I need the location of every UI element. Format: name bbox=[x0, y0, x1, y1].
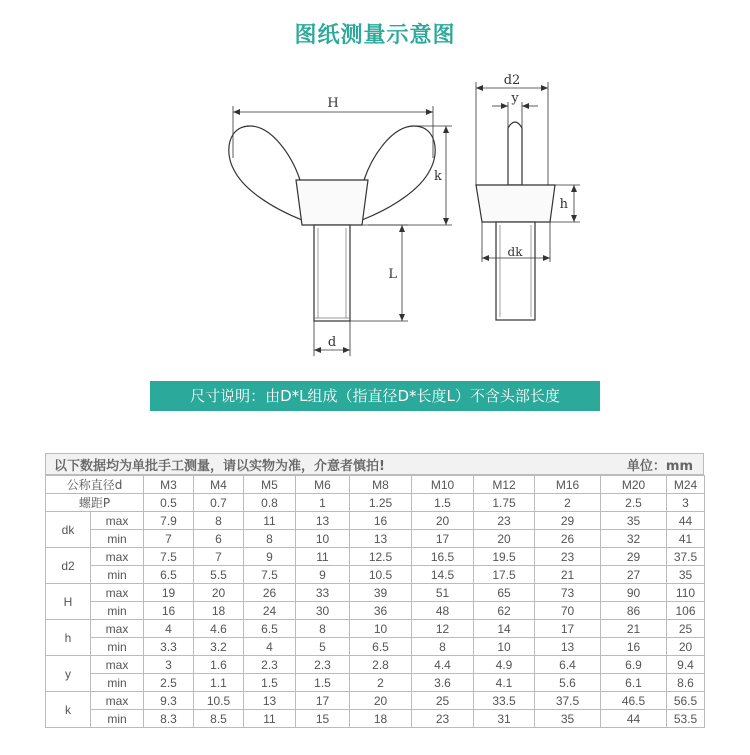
table-row bbox=[46, 692, 705, 710]
param-value: 4.6 bbox=[194, 620, 244, 638]
pitch-value: 1 bbox=[296, 494, 350, 512]
param-value: 44 bbox=[601, 710, 667, 728]
param-value: 14 bbox=[474, 620, 535, 638]
param-value: 16 bbox=[350, 512, 412, 530]
param-value: 8 bbox=[244, 530, 296, 548]
left-wing bbox=[229, 126, 302, 220]
pitch-value: 1.25 bbox=[350, 494, 412, 512]
pitch-value: 3 bbox=[667, 494, 705, 512]
param-value: 25 bbox=[412, 692, 474, 710]
size-header: M16 bbox=[535, 476, 601, 494]
param-value: 2 bbox=[350, 674, 412, 692]
param-value: 106 bbox=[667, 602, 705, 620]
param-value: 10 bbox=[350, 620, 412, 638]
param-value: 18 bbox=[194, 602, 244, 620]
caption-unit: 单位：mm bbox=[626, 458, 693, 474]
pitch-value: 1.75 bbox=[474, 494, 535, 512]
side-view bbox=[476, 122, 555, 320]
param-value: 6.5 bbox=[350, 638, 412, 656]
size-header: M8 bbox=[350, 476, 412, 494]
param-value: 8.6 bbox=[667, 674, 705, 692]
param-value: 5.6 bbox=[535, 674, 601, 692]
param-value: 46.5 bbox=[601, 692, 667, 710]
size-header: M24 bbox=[667, 476, 705, 494]
param-value: 15 bbox=[296, 710, 350, 728]
label-k: k bbox=[434, 169, 442, 184]
param-value: 14.5 bbox=[412, 566, 474, 584]
param-value: 53.5 bbox=[667, 710, 705, 728]
table-row bbox=[46, 494, 705, 512]
param-value: 6.1 bbox=[601, 674, 667, 692]
param-value: 19 bbox=[144, 584, 194, 602]
param-value: 17.5 bbox=[474, 566, 535, 584]
param-value: 8.5 bbox=[194, 710, 244, 728]
param-value: 6.5 bbox=[244, 620, 296, 638]
param-value: 16.5 bbox=[412, 548, 474, 566]
max-label: max bbox=[91, 620, 144, 638]
label-H: H bbox=[327, 96, 339, 111]
param-value: 8.3 bbox=[144, 710, 194, 728]
param-name: h bbox=[46, 620, 91, 656]
param-value: 4.4 bbox=[412, 656, 474, 674]
param-value: 3.6 bbox=[412, 674, 474, 692]
min-label: min bbox=[91, 530, 144, 548]
param-value: 17 bbox=[535, 620, 601, 638]
pitch-value: 2 bbox=[535, 494, 601, 512]
size-header: M4 bbox=[194, 476, 244, 494]
param-value: 29 bbox=[601, 548, 667, 566]
table-row bbox=[46, 566, 705, 584]
param-value: 37.5 bbox=[535, 692, 601, 710]
param-value: 23 bbox=[412, 710, 474, 728]
param-value: 19.5 bbox=[474, 548, 535, 566]
param-value: 17 bbox=[412, 530, 474, 548]
param-value: 20 bbox=[194, 584, 244, 602]
param-value: 3 bbox=[144, 656, 194, 674]
param-value: 10 bbox=[474, 638, 535, 656]
param-value: 6.4 bbox=[535, 656, 601, 674]
max-label: max bbox=[91, 656, 144, 674]
max-label: max bbox=[91, 584, 144, 602]
shank bbox=[314, 225, 350, 321]
spec-table bbox=[45, 475, 705, 728]
table-caption bbox=[45, 453, 704, 475]
param-value: 73 bbox=[535, 584, 601, 602]
pitch-value: 2.5 bbox=[601, 494, 667, 512]
pitch-value: 0.5 bbox=[144, 494, 194, 512]
size-header: M6 bbox=[296, 476, 350, 494]
min-label: min bbox=[91, 710, 144, 728]
param-value: 11 bbox=[244, 512, 296, 530]
param-value: 13 bbox=[350, 530, 412, 548]
param-value: 8 bbox=[194, 512, 244, 530]
side-head bbox=[476, 185, 555, 222]
param-value: 23 bbox=[474, 512, 535, 530]
param-value: 44 bbox=[667, 512, 705, 530]
param-value: 32 bbox=[601, 530, 667, 548]
param-value: 25 bbox=[667, 620, 705, 638]
param-value: 29 bbox=[535, 512, 601, 530]
param-value: 9.4 bbox=[667, 656, 705, 674]
param-value: 7.5 bbox=[244, 566, 296, 584]
table-row bbox=[46, 512, 705, 530]
param-value: 7.9 bbox=[144, 512, 194, 530]
label-L: L bbox=[388, 267, 397, 282]
param-value: 17 bbox=[296, 692, 350, 710]
param-value: 86 bbox=[601, 602, 667, 620]
param-value: 13 bbox=[535, 638, 601, 656]
param-value: 3.2 bbox=[194, 638, 244, 656]
param-value: 11 bbox=[296, 548, 350, 566]
param-value: 4 bbox=[244, 638, 296, 656]
side-wing bbox=[508, 122, 522, 185]
param-value: 2.3 bbox=[296, 656, 350, 674]
param-value: 48 bbox=[412, 602, 474, 620]
param-value: 24 bbox=[244, 602, 296, 620]
param-value: 10.5 bbox=[350, 566, 412, 584]
param-value: 110 bbox=[667, 584, 705, 602]
param-value: 1.1 bbox=[194, 674, 244, 692]
table-row bbox=[46, 476, 705, 494]
param-value: 39 bbox=[350, 584, 412, 602]
max-label: max bbox=[91, 548, 144, 566]
min-label: min bbox=[91, 566, 144, 584]
param-value: 36 bbox=[350, 602, 412, 620]
param-value: 27 bbox=[601, 566, 667, 584]
pitch-label: 螺距P bbox=[46, 494, 144, 512]
right-wing bbox=[362, 126, 435, 220]
min-label: min bbox=[91, 674, 144, 692]
param-value: 1.5 bbox=[296, 674, 350, 692]
param-value: 12.5 bbox=[350, 548, 412, 566]
param-value: 2.5 bbox=[144, 674, 194, 692]
param-value: 2.8 bbox=[350, 656, 412, 674]
param-value: 12 bbox=[412, 620, 474, 638]
param-value: 8 bbox=[412, 638, 474, 656]
param-value: 41 bbox=[667, 530, 705, 548]
wing-screw-drawing bbox=[0, 60, 750, 370]
param-value: 10.5 bbox=[194, 692, 244, 710]
pitch-value: 1.5 bbox=[412, 494, 474, 512]
param-value: 16 bbox=[601, 638, 667, 656]
param-value: 7 bbox=[144, 530, 194, 548]
param-value: 20 bbox=[350, 692, 412, 710]
param-value: 30 bbox=[296, 602, 350, 620]
label-d: d bbox=[327, 335, 337, 350]
size-header: M20 bbox=[601, 476, 667, 494]
table-row bbox=[46, 656, 705, 674]
param-value: 21 bbox=[601, 620, 667, 638]
param-value: 2.3 bbox=[244, 656, 296, 674]
param-value: 62 bbox=[474, 602, 535, 620]
param-value: 35 bbox=[535, 710, 601, 728]
param-value: 37.5 bbox=[667, 548, 705, 566]
param-name: y bbox=[46, 656, 91, 692]
pitch-value: 0.7 bbox=[194, 494, 244, 512]
param-value: 1.6 bbox=[194, 656, 244, 674]
table-row bbox=[46, 638, 705, 656]
param-value: 5.5 bbox=[194, 566, 244, 584]
param-value: 8 bbox=[296, 620, 350, 638]
size-header: M12 bbox=[474, 476, 535, 494]
param-value: 4 bbox=[144, 620, 194, 638]
param-value: 9 bbox=[296, 566, 350, 584]
max-label: max bbox=[91, 692, 144, 710]
side-shank bbox=[496, 222, 535, 320]
param-value: 20 bbox=[667, 638, 705, 656]
size-header: M5 bbox=[244, 476, 296, 494]
param-value: 33.5 bbox=[474, 692, 535, 710]
pitch-value: 0.8 bbox=[244, 494, 296, 512]
param-value: 7.5 bbox=[144, 548, 194, 566]
param-value: 18 bbox=[350, 710, 412, 728]
param-value: 70 bbox=[535, 602, 601, 620]
param-value: 9 bbox=[244, 548, 296, 566]
param-value: 51 bbox=[412, 584, 474, 602]
header-label: 公称直径d bbox=[46, 476, 144, 494]
param-name: k bbox=[46, 692, 91, 728]
min-label: min bbox=[91, 602, 144, 620]
param-name: d2 bbox=[46, 548, 91, 584]
caption-note: 以下数据均为单批手工测量，请以实物为准，介意者慎拍! bbox=[54, 458, 385, 474]
param-value: 13 bbox=[296, 512, 350, 530]
table-row bbox=[46, 674, 705, 692]
param-name: dk bbox=[46, 512, 91, 548]
label-d2: d2 bbox=[503, 73, 521, 88]
table-row bbox=[46, 710, 705, 728]
param-value: 4.1 bbox=[474, 674, 535, 692]
param-value: 23 bbox=[535, 548, 601, 566]
hub bbox=[296, 180, 368, 225]
table-row bbox=[46, 548, 705, 566]
param-value: 9.3 bbox=[144, 692, 194, 710]
table-row bbox=[46, 620, 705, 638]
param-value: 56.5 bbox=[667, 692, 705, 710]
param-value: 1.5 bbox=[244, 674, 296, 692]
label-h: h bbox=[559, 197, 568, 212]
param-value: 21 bbox=[535, 566, 601, 584]
param-value: 5 bbox=[296, 638, 350, 656]
param-value: 20 bbox=[474, 530, 535, 548]
table-row bbox=[46, 530, 705, 548]
min-label: min bbox=[91, 638, 144, 656]
param-value: 3.3 bbox=[144, 638, 194, 656]
param-value: 10 bbox=[296, 530, 350, 548]
table-row bbox=[46, 584, 705, 602]
size-header: M3 bbox=[144, 476, 194, 494]
param-value: 31 bbox=[474, 710, 535, 728]
label-dk: dk bbox=[507, 245, 523, 259]
param-value: 65 bbox=[474, 584, 535, 602]
param-value: 33 bbox=[296, 584, 350, 602]
size-header: M10 bbox=[412, 476, 474, 494]
front-view bbox=[229, 126, 435, 321]
param-value: 13 bbox=[244, 692, 296, 710]
label-y: y bbox=[511, 91, 519, 106]
param-value: 20 bbox=[412, 512, 474, 530]
param-value: 26 bbox=[244, 584, 296, 602]
param-value: 7 bbox=[194, 548, 244, 566]
max-label: max bbox=[91, 512, 144, 530]
param-value: 35 bbox=[601, 512, 667, 530]
param-name: H bbox=[46, 584, 91, 620]
param-value: 11 bbox=[244, 710, 296, 728]
param-value: 6.5 bbox=[144, 566, 194, 584]
param-value: 4.9 bbox=[474, 656, 535, 674]
param-value: 16 bbox=[144, 602, 194, 620]
spec-table-wrap bbox=[45, 453, 704, 728]
dimension-note-banner: 尺寸说明：由D*L组成（指直径D*长度L）不含头部长度 bbox=[150, 381, 600, 411]
param-value: 6.9 bbox=[601, 656, 667, 674]
param-value: 26 bbox=[535, 530, 601, 548]
table-row bbox=[46, 602, 705, 620]
param-value: 90 bbox=[601, 584, 667, 602]
page-title: 图纸测量示意图 bbox=[294, 23, 456, 48]
param-value: 6 bbox=[194, 530, 244, 548]
param-value: 35 bbox=[667, 566, 705, 584]
